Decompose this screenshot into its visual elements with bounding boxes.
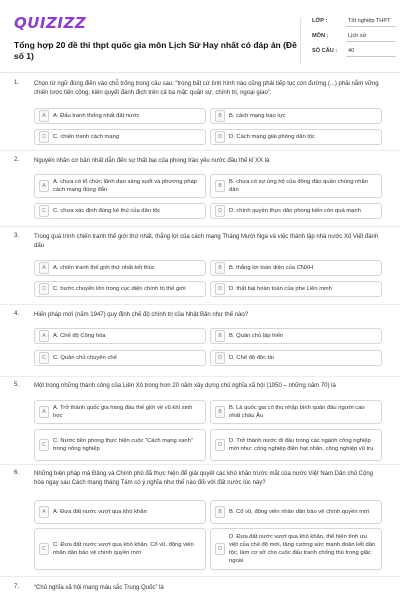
option-c[interactable]: [34, 129, 206, 145]
option-text: B. Cổ vũ, động viên nhân dân bảo vệ chính quyền mới: [229, 509, 370, 515]
option-text: D. Chế độ độc tài: [229, 355, 274, 361]
question-divider: [0, 226, 400, 227]
option-text: B. thắng lợi toàn diện của CNXH: [229, 265, 314, 271]
option-letter: D: [215, 352, 225, 364]
option-text: C. chưa xác định đúng kẻ thù của dân tộc: [53, 208, 161, 214]
option-letter: C: [39, 283, 49, 295]
header-divider-vertical: [300, 18, 301, 64]
option-a[interactable]: [34, 174, 206, 198]
option-d[interactable]: [210, 528, 382, 570]
option-text: B. chưa có sự ủng hộ của đông đảo quần chúng nhân dân: [229, 179, 368, 193]
meta-value: 40: [348, 48, 355, 54]
option-c[interactable]: [34, 281, 206, 297]
meta-key: SỐ CÂU :: [312, 48, 338, 54]
option-letter: C: [39, 439, 49, 451]
meta-value: Lịch sử: [348, 33, 367, 39]
option-d[interactable]: [210, 281, 382, 297]
option-letter: D: [215, 131, 225, 143]
meta-row-count: [306, 44, 396, 59]
option-text: B. cách mạng bạo lực: [229, 113, 286, 119]
question-divider: [0, 576, 400, 577]
option-b[interactable]: [210, 400, 382, 424]
option-letter: C: [39, 352, 49, 364]
option-text: C. Đưa đất nước vượt qua khó khăn. Cổ vũ, động viên nhân dân bảo vệ chính quyền mới: [53, 542, 194, 556]
option-d[interactable]: [210, 203, 382, 219]
option-text: A. chưa có tổ chức lãnh đạo sáng suốt và phương pháp cách mạng đúng đắn: [53, 179, 198, 193]
meta-underline: [346, 41, 396, 42]
option-text: C. Quân chủ chuyên chế: [53, 355, 117, 361]
option-text: A. chiến tranh thế giới thứ nhất kết thúc: [53, 265, 155, 271]
meta-underline: [346, 26, 396, 27]
option-letter: D: [215, 283, 225, 295]
question-divider: [0, 376, 400, 377]
question-text: Nguyên nhân cơ bản nhất dẫn đến sự thất bại của phong trào yêu nước đầu thế kỉ XX là: [34, 158, 270, 164]
option-a[interactable]: [34, 400, 206, 424]
question-number: 7.: [14, 584, 20, 590]
option-b[interactable]: [210, 260, 382, 276]
option-letter: A: [39, 406, 49, 418]
option-c[interactable]: [34, 528, 206, 570]
option-b[interactable]: [210, 174, 382, 198]
option-a[interactable]: [34, 260, 206, 276]
question-divider: [0, 150, 400, 151]
option-b[interactable]: [210, 500, 382, 524]
option-c[interactable]: [34, 350, 206, 366]
option-c[interactable]: [34, 429, 206, 461]
option-text: D. chính quyền thực dân phong kiến còn quá mạnh: [229, 208, 361, 214]
option-letter: A: [39, 330, 49, 342]
worksheet-header: [12, 10, 391, 70]
question-1: [14, 80, 386, 152]
question-text: “Chủ nghĩa xã hội mang màu sắc Trung Quốc” là: [34, 585, 164, 591]
option-letter: D: [215, 205, 225, 217]
option-letter: A: [39, 110, 49, 122]
option-letter: C: [39, 131, 49, 143]
option-b[interactable]: [210, 108, 382, 124]
option-text: A. Trở thành quốc gia hàng đầu thế giới về vũ khí sinh học: [53, 405, 193, 419]
option-text: A. Đấu tranh thống nhất đất nước: [53, 113, 140, 119]
meta-key: MÔN :: [312, 33, 329, 39]
question-6: [14, 470, 386, 578]
question-number: 5.: [14, 382, 20, 388]
question-divider: [0, 464, 400, 465]
meta-panel: [306, 14, 396, 59]
option-text: A. Đưa đất nước vượt qua khó khăn: [53, 509, 147, 515]
question-number: 3.: [14, 233, 20, 239]
option-letter: D: [215, 543, 225, 555]
option-text: C. Nước tiên phong thực hiện cuộc “Cách mạng xanh” trong nông nghiệp: [53, 438, 193, 452]
question-text: Trong quá trình chiến tranh thế giới thứ nhất, thắng lợi của cách mạng Tháng Mười Nga và việc thành lập nhà nước Xô Viết đánh dấu: [34, 234, 379, 249]
option-letter: A: [39, 506, 49, 518]
meta-row-subject: [306, 29, 396, 44]
question-5: [14, 382, 386, 470]
option-text: D. Trở thành nước đi đầu trong các ngành công nghiệp mới như: công nghiệp điện hạt nhân, công nghiệp vũ trụ: [229, 438, 374, 452]
question-number: 6.: [14, 470, 20, 476]
option-letter: B: [215, 110, 225, 122]
option-text: D. Cách mạng giải phóng dân tộc: [229, 134, 316, 140]
option-letter: A: [39, 180, 49, 192]
question-number: 4.: [14, 311, 20, 317]
option-letter: B: [215, 180, 225, 192]
meta-row-class: [306, 14, 396, 29]
page-title: Tổng hợp 20 đề thi thpt quốc gia môn Lịch Sử Hay nhất có đáp án (Đề số 1): [14, 40, 297, 61]
option-letter: B: [215, 330, 225, 342]
question-2: [14, 157, 386, 227]
option-b[interactable]: [210, 328, 382, 344]
question-text: Chọn từ ngữ đúng điền vào chỗ trống trong câu sau: “trong bất cứ tình hình nào cũng phải tiếp tục con đường (...) phải nắm vững chiến lược tiến công, kiên quyết đánh địch trên cả ba mặt: quân sự, chính trị, ngoại giao”.: [34, 81, 379, 96]
question-text: Hiến pháp mới (năm 1947) quy định chế độ chính trị của Nhật Bản như thế nào?: [34, 312, 249, 318]
option-d[interactable]: [210, 129, 382, 145]
question-divider: [0, 304, 400, 305]
question-text: Một trong những thành công của Liên Xô trong hơn 20 năm xây dựng chủ nghĩa xã hội (1950 – những năm 70) là: [34, 383, 336, 389]
option-text: B. Là quốc gia có thu nhập bình quân đầu người cao nhất châu Âu: [229, 405, 365, 419]
option-d[interactable]: [210, 429, 382, 461]
option-d[interactable]: [210, 350, 382, 366]
option-letter: B: [215, 262, 225, 274]
meta-key: LỚP :: [312, 18, 328, 24]
question-number: 1.: [14, 80, 20, 86]
option-letter: B: [215, 506, 225, 518]
quizizz-logo: QUIZIZZ: [14, 14, 87, 32]
option-letter: B: [215, 406, 225, 418]
question-3: [14, 233, 386, 301]
option-text: D. Đưa đất nước vượt qua khó khăn, thể hiện tính ưu việt của chế độ mới, tăng cường sức mạnh đoàn kết dân tộc, làm cơ sở cho cuộc đấu tranh chống thù trong giặc ngoài: [229, 534, 376, 564]
question-7: [14, 584, 386, 598]
option-a[interactable]: [34, 108, 206, 124]
option-text: A. Chế độ Cộng hòa: [53, 333, 106, 339]
option-a[interactable]: [34, 328, 206, 344]
option-letter: C: [39, 543, 49, 555]
question-number: 2.: [14, 157, 20, 163]
meta-value: Tốt nghiệp THPT: [348, 18, 391, 24]
option-text: C. chiến tranh cách mạng: [53, 134, 120, 140]
question-4: [14, 311, 386, 373]
option-letter: C: [39, 205, 49, 217]
option-letter: D: [215, 439, 225, 451]
question-text: Những biện pháp mà Đảng và Chính phủ đã thực hiện để giải quyết các khó khăn trước mắt của nước Việt Nam Dân chủ Cộng hòa ngay sau Cách mạng tháng Tám có ý nghĩa như thế nào đối với đất nước lúc này?: [34, 471, 374, 486]
meta-underline: [346, 56, 396, 57]
option-c[interactable]: [34, 203, 206, 219]
option-text: D. thất bại hoàn toàn của phe Liên minh: [229, 286, 332, 292]
option-letter: A: [39, 262, 49, 274]
option-text: B. Quân chủ lập hiến: [229, 333, 284, 339]
option-a[interactable]: [34, 500, 206, 524]
header-divider: [0, 72, 400, 73]
option-text: C. bước chuyển lớn trong cục diện chính trị thế giới: [53, 286, 186, 292]
